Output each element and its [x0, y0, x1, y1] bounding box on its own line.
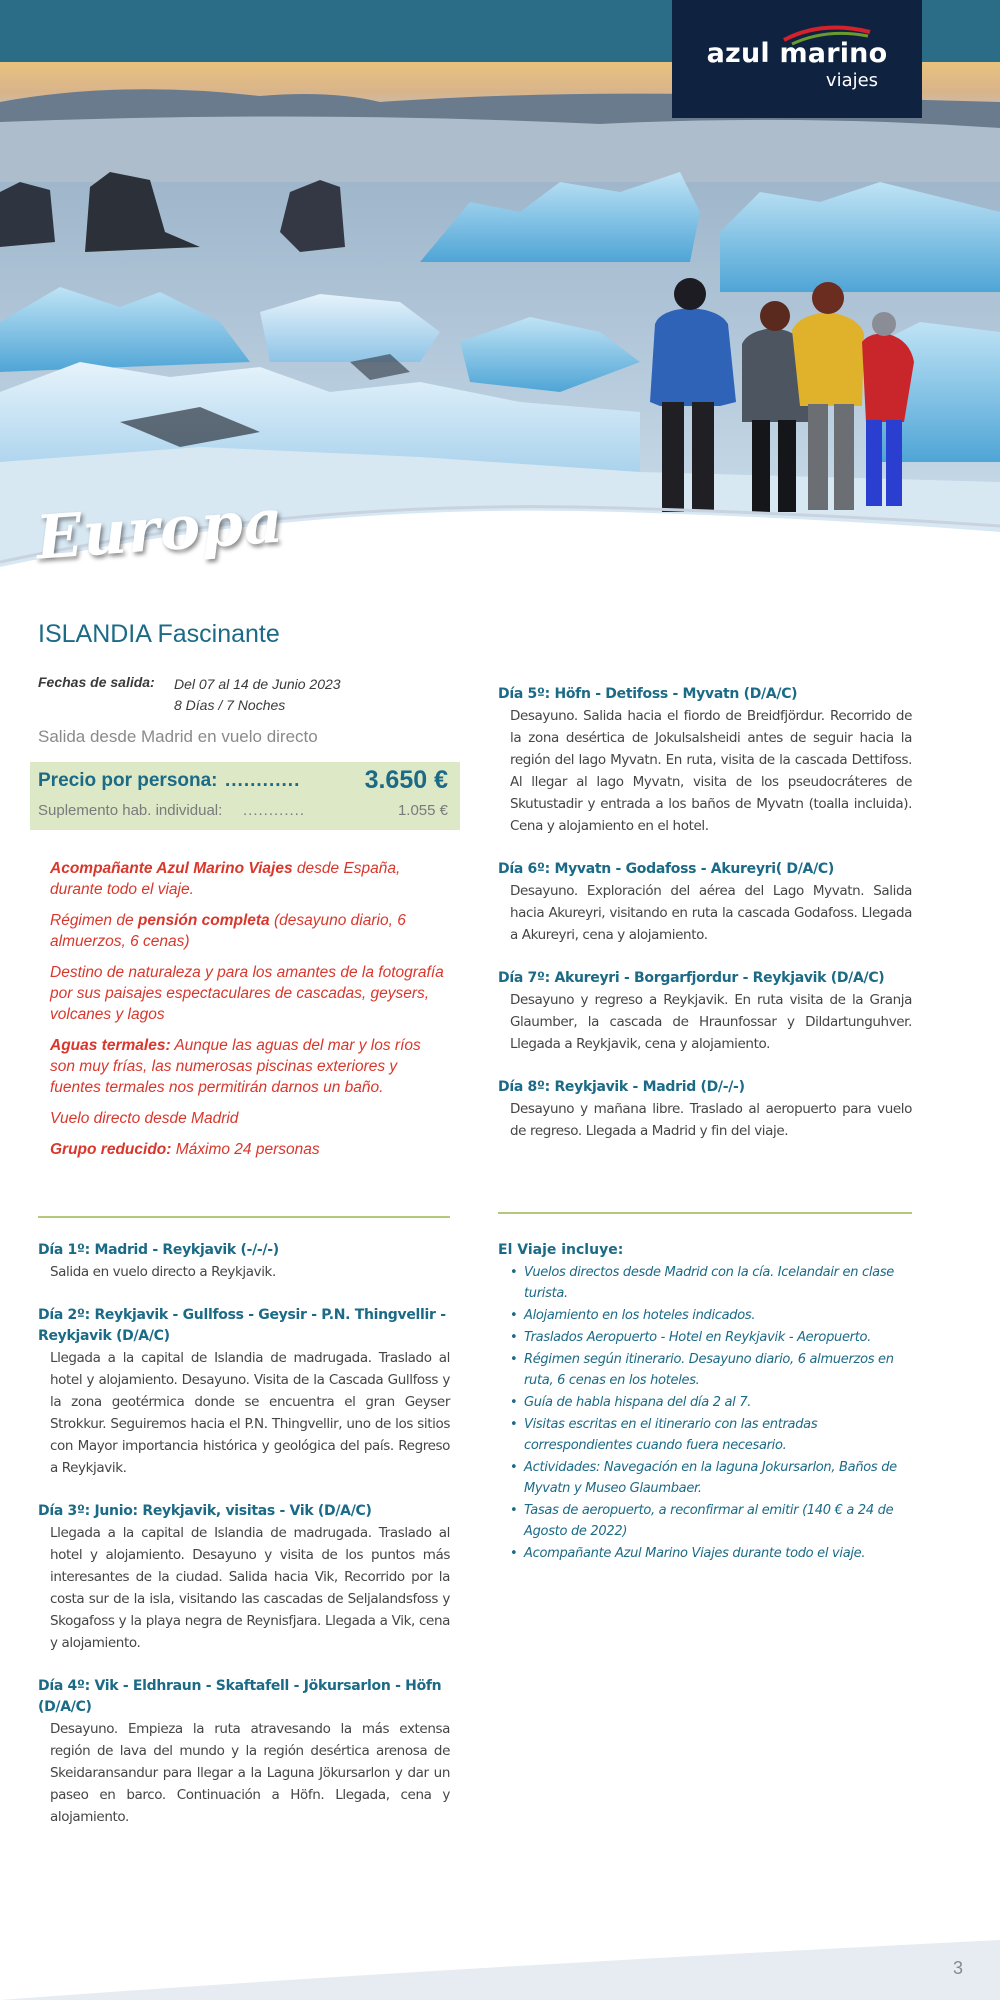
highlight-item: Destino de naturaleza y para los amantes de la fotografía por sus paisajes espectaculares de cascadas, geysers, volcanes y lagos: [50, 964, 444, 1023]
includes-item: • Visitas escritas en el itinerario con las entradas correspondientes cuando fuera necesario.: [510, 1417, 818, 1453]
itinerary-day: [38, 1240, 450, 1283]
highlight-item: Grupo reducido: Máximo 24 personas: [50, 1141, 320, 1158]
itinerary-day: [38, 1676, 450, 1828]
includes-item: • Traslados Aeropuerto - Hotel en Reykjavik - Aeropuerto.: [510, 1330, 871, 1345]
day-title: Día 4º: Vik - Eldhraun - Skaftafell - Jökursarlon - Höfn (D/A/C): [38, 1678, 442, 1715]
highlight-item: Aguas termales: Aunque las aguas del mar y los ríos son muy frías, las numerosas piscinas exteriores y fuentes termales nos permitirán darnos un baño.: [50, 1037, 421, 1096]
region-title: Europa: [33, 486, 286, 574]
day-title: Día 8º: Reykjavik - Madrid (D/-/-): [498, 1079, 745, 1095]
day-text: Desayuno. Salida hacia el fiordo de Breidfjördur. Recorrido de la zona desértica de Jokulsalsheidi antes de seguir hacia la región del lago Myvatn. En ruta, visita de la cascada Dettifoss. Al llegar al lago Myvatn, visita de los pseudocráteres de Skutustadir y entrada a los baños de Myvatn (toalla incluida). Cena y alojamiento en el hotel.: [510, 708, 912, 834]
itinerary-day: [498, 859, 912, 946]
includes-item: • Régimen según itinerario. Desayuno diario, 6 almuerzos en ruta, 6 cenas en los hoteles.: [510, 1352, 894, 1388]
highlight-item: Régimen de pensión completa (desayuno diario, 6 almuerzos, 6 cenas): [50, 912, 406, 950]
divider: [498, 1212, 912, 1214]
day-text: Desayuno y mañana libre. Traslado al aeropuerto para vuelo de regreso. Llegada a Madrid y fin del viaje.: [510, 1101, 912, 1139]
itinerary-day: [38, 1305, 450, 1479]
itinerary-right: [498, 684, 912, 1164]
itinerary-day: [498, 968, 912, 1055]
brand-sub: viajes: [825, 70, 879, 91]
itinerary-day: [38, 1501, 450, 1654]
bottom-decoration: [0, 1900, 1000, 2000]
highlight-item: Vuelo directo desde Madrid: [50, 1110, 239, 1127]
supplement-label: Suplemento hab. individual:: [38, 802, 223, 819]
page-number: 3: [953, 1958, 964, 1978]
price-label: Precio por persona:: [38, 770, 218, 791]
day-title: Día 1º: Madrid - Reykjavik (-/-/-): [38, 1242, 279, 1258]
day-text: Desayuno. Empieza la ruta atravesando la más extensa región de lava del mundo y la región desértica arenosa de Skeidaransandur para llegar a la Laguna Jökursarlon y dar un paseo en barco. Continuación a Höfn. Llegada, cena y alojamiento.: [50, 1721, 450, 1825]
includes-list: [498, 1262, 918, 1564]
includes-title: El Viaje incluye:: [498, 1242, 624, 1258]
day-text: Llegada a la capital de Islandia de madrugada. Traslado al hotel y alojamiento. Desayuno. Visita de la Cascada Gullfoss y la zona geotérmica donde se encuentra el gran Geyser Strokkur. Seguiremos hacia el P.N. Thingvellir, uno de los sitios con Mayor importancia histórica y geológica del país. Regreso a Reykjavik.: [50, 1350, 450, 1476]
itinerary-day: [498, 684, 912, 837]
departure-info: Salida desde Madrid en vuelo directo: [38, 727, 318, 746]
day-text: Desayuno. Exploración del aérea del Lago Myvatn. Salida hacia Akureyri, visitando en ruta la cascada Godafoss. Llegada a Akureyri, cena y alojamiento.: [510, 883, 912, 943]
dates-range: Del 07 al 14 de Junio 2023: [174, 676, 341, 692]
day-text: Desayuno y regreso a Reykjavik. En ruta visita de la Granja Glaumber, la cascada de Hraunfossar y Dildartunguhver. Llegada a Reykjavik, cena y alojamiento.: [510, 992, 912, 1052]
supplement-dots: ............: [243, 802, 306, 819]
divider: [38, 1216, 450, 1218]
includes-item: • Alojamiento en los hoteles indicados.: [510, 1308, 756, 1323]
supplement-value: 1.055 €: [397, 802, 448, 819]
day-title: Día 7º: Akureyri - Borgarfjordur - Reykjavik (D/A/C): [498, 970, 885, 986]
trip-title: ISLANDIA Fascinante: [38, 620, 280, 648]
includes-item: • Actividades: Navegación en la laguna Jokursarlon, Baños de Myvatn y Museo Glaumbaer.: [510, 1460, 897, 1496]
day-title: Día 3º: Junio: Reykjavik, visitas - Vik (D/A/C): [38, 1503, 372, 1519]
day-text: Salida en vuelo directo a Reykjavik.: [50, 1264, 276, 1280]
dates-label: Fechas de salida:: [38, 674, 155, 690]
trip-duration: 8 Días / 7 Noches: [174, 697, 286, 713]
day-title: Día 2º: Reykjavik - Gullfoss - Geysir - P.N. Thingvellir - Reykjavik (D/A/C): [38, 1307, 446, 1344]
highlight-item: Acompañante Azul Marino Viajes desde España, durante todo el viaje.: [50, 860, 401, 898]
includes-section: [498, 1242, 918, 1565]
brand-logo: [672, 0, 922, 118]
day-title: Día 6º: Myvatn - Godafoss - Akureyri( D/A/C): [498, 861, 834, 877]
price-box: [30, 762, 460, 830]
price-dots: ............: [225, 770, 301, 791]
price-value: 3.650 €: [364, 766, 448, 794]
day-title: Día 5º: Höfn - Detifoss - Myvatn (D/A/C): [498, 686, 798, 702]
includes-item: • Vuelos directos desde Madrid con la cía. Icelandair en clase turista.: [510, 1265, 895, 1301]
itinerary-left: [38, 1240, 450, 1850]
dates-value: [174, 674, 341, 716]
includes-item: • Acompañante Azul Marino Viajes durante todo el viaje.: [510, 1546, 866, 1561]
includes-item: • Guía de habla hispana del día 2 al 7.: [510, 1395, 752, 1410]
day-text: Llegada a la capital de Islandia de madrugada. Traslado al hotel y alojamiento. Desayuno y visita de los puntos más interesantes de la ciudad. Salida hacia Vik, Recorrido por la costa sur de la isla, visitando las cascadas de Seljalandsfoss y Skogafoss y la playa negra de Reynisfjara. Llegada a Vik, cena y alojamiento.: [50, 1525, 450, 1651]
brand-name: azul marino: [706, 38, 888, 69]
includes-item: • Tasas de aeropuerto, a reconfirmar al emitir (140 € a 24 de Agosto de 2022): [510, 1503, 894, 1539]
highlights: [50, 858, 450, 1170]
itinerary-day: [498, 1077, 912, 1142]
